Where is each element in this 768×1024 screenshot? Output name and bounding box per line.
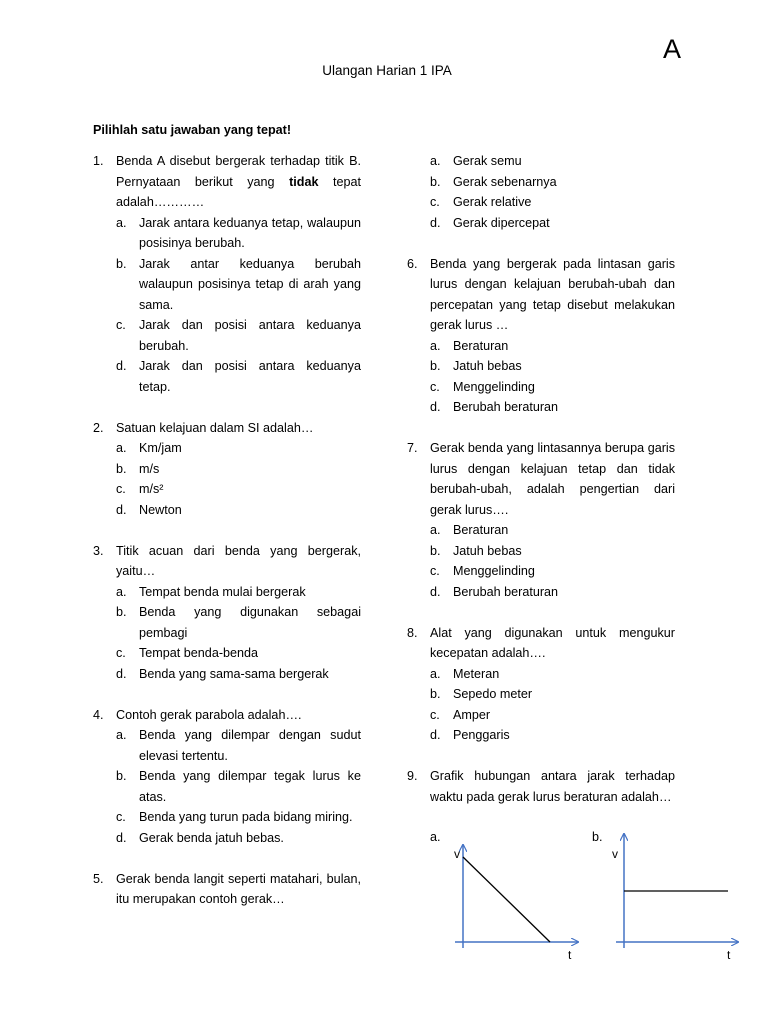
- option-a[interactable]: [93, 213, 361, 254]
- option-a[interactable]: [93, 438, 361, 459]
- option-letter: d.: [116, 830, 127, 845]
- option-letter: d.: [116, 502, 127, 517]
- question-text: Titik acuan dari benda yang bergerak, yaitu…: [116, 543, 361, 578]
- question-8: [407, 623, 675, 746]
- option-text: Gerak sebenarnya: [453, 174, 557, 189]
- option-text: Tempat benda-benda: [139, 646, 259, 660]
- option-text: Jarak antar keduanya berubah walaupun posisinya tetap di arah yang sama.: [139, 256, 361, 312]
- option-a[interactable]: [407, 520, 675, 541]
- option-c[interactable]: [407, 377, 675, 398]
- option-letter: a.: [116, 728, 127, 742]
- question-number: 4.: [93, 707, 104, 722]
- option-d[interactable]: [93, 828, 361, 849]
- question-4: [93, 705, 361, 849]
- option-a[interactable]: [407, 664, 675, 685]
- option-text: Meteran: [453, 666, 500, 681]
- graph-a-y-label: v: [454, 847, 460, 861]
- exam-variant-label: A: [663, 34, 682, 64]
- option-text: Beraturan: [453, 338, 509, 353]
- graph-b[interactable]: [612, 834, 738, 962]
- option-letter: a.: [116, 584, 127, 599]
- option-letter: b.: [430, 174, 441, 189]
- option-text: Benda yang dilempar dengan sudut elevasi tertentu.: [139, 728, 361, 763]
- option-c[interactable]: [407, 192, 675, 213]
- question-number: 1.: [93, 154, 104, 168]
- right-column: [407, 151, 675, 807]
- option-letter: c.: [116, 318, 126, 332]
- option-a[interactable]: [407, 336, 675, 357]
- page-title: Ulangan Harian 1 IPA: [322, 63, 452, 78]
- option-text: Km/jam: [139, 441, 182, 455]
- option-letter: a.: [116, 441, 127, 455]
- option-text: Gerak dipercepat: [453, 215, 550, 230]
- option-text: m/s: [139, 461, 160, 476]
- option-text: Tempat benda mulai bergerak: [139, 584, 306, 599]
- question-number: 8.: [407, 625, 418, 640]
- option-d[interactable]: [93, 500, 361, 521]
- question-5-options: [407, 151, 675, 233]
- option-text: Menggelinding: [453, 379, 535, 394]
- option-d[interactable]: [407, 213, 675, 234]
- option-text: Gerak benda jatuh bebas.: [139, 830, 284, 845]
- question-number: 2.: [93, 420, 104, 435]
- option-text: Beraturan: [453, 523, 509, 537]
- option-letter: d.: [430, 584, 441, 599]
- option-text: Berubah beraturan: [453, 584, 559, 599]
- option-c[interactable]: [93, 479, 361, 500]
- option-text: Jatuh bebas: [453, 543, 522, 558]
- option-letter: b.: [116, 769, 127, 783]
- option-letter: a.: [116, 215, 127, 230]
- graph-b-x-label: t: [727, 948, 731, 962]
- option-text: Jatuh bebas: [453, 359, 522, 373]
- option-letter: a.: [430, 666, 441, 681]
- question-text: Benda A disebut bergerak terhadap titik B. Pernyataan berikut yang tidak tepat adalah…………: [116, 154, 361, 209]
- question-3: [93, 541, 361, 685]
- option-d[interactable]: [93, 664, 361, 685]
- question-number: 6.: [407, 256, 418, 271]
- option-b[interactable]: [407, 541, 675, 562]
- option-text: Penggaris: [453, 728, 510, 742]
- question-number: 7.: [407, 441, 418, 455]
- option-letter: d.: [430, 728, 441, 742]
- option-text: Gerak relative: [453, 195, 532, 209]
- question-text: Benda yang bergerak pada lintasan garis lurus dengan kelajuan berubah-ubah dan percepatan yang tetap disebut melakukan gerak lurus …: [430, 256, 675, 332]
- question-9: [407, 766, 675, 807]
- question-7: [407, 438, 675, 602]
- option-letter: a.: [430, 154, 441, 168]
- option-letter: d.: [116, 359, 127, 373]
- graph-a-x-label: t: [568, 948, 572, 962]
- graph-a-plot-line: [463, 857, 550, 942]
- option-c[interactable]: [407, 561, 675, 582]
- option-a[interactable]: [407, 151, 675, 172]
- option-text: Jarak dan posisi antara keduanya berubah.: [139, 318, 361, 353]
- question-number: 9.: [407, 769, 418, 783]
- option-text: Jarak dan posisi antara keduanya tetap.: [139, 359, 361, 394]
- option-d[interactable]: [407, 582, 675, 603]
- emphasis-word: tidak: [289, 174, 319, 189]
- question-5: [93, 869, 361, 910]
- option-text: Benda yang dilempar tegak lurus ke atas.: [139, 769, 361, 804]
- option-b[interactable]: [93, 254, 361, 316]
- option-letter: b.: [430, 687, 441, 701]
- question-text: Satuan kelajuan dalam SI adalah…: [116, 420, 314, 435]
- option-c[interactable]: [93, 643, 361, 664]
- option-a[interactable]: [93, 582, 361, 603]
- question-1: [93, 151, 361, 397]
- graph-a[interactable]: [454, 845, 578, 962]
- option-text: Sepedo meter: [453, 687, 533, 701]
- option-c[interactable]: [407, 705, 675, 726]
- question-text: Gerak benda langit seperti matahari, bulan, itu merupakan contoh gerak…: [116, 871, 361, 906]
- option-text: Benda yang turun pada bidang miring.: [139, 810, 353, 824]
- option-b[interactable]: [93, 459, 361, 480]
- question-number: 3.: [93, 543, 104, 558]
- left-column: [93, 151, 361, 930]
- option-b[interactable]: [93, 602, 361, 643]
- graph-b-letter[interactable]: b.: [592, 830, 603, 844]
- option-letter: d.: [430, 400, 441, 414]
- question-2: [93, 418, 361, 521]
- option-letter: c.: [116, 646, 126, 660]
- option-text: Menggelinding: [453, 564, 535, 578]
- option-letter: b.: [430, 543, 441, 558]
- option-d[interactable]: [407, 397, 675, 418]
- option-letter: c.: [116, 810, 126, 824]
- option-text: Berubah beraturan: [453, 400, 559, 414]
- option-d[interactable]: [407, 725, 675, 746]
- question-text: Alat yang digunakan untuk mengukur kecepatan adalah….: [430, 625, 675, 660]
- option-b[interactable]: [407, 684, 675, 705]
- option-text: Jarak antara keduanya tetap, walaupun posisinya berubah.: [139, 215, 361, 250]
- question-number: 5.: [93, 871, 104, 886]
- option-letter: b.: [430, 359, 441, 373]
- option-text: Newton: [139, 502, 182, 517]
- option-text: Benda yang digunakan sebagai pembagi: [139, 605, 361, 640]
- option-letter: a.: [430, 523, 441, 537]
- option-letter: b.: [116, 461, 127, 476]
- option-b[interactable]: [407, 172, 675, 193]
- option-c[interactable]: [93, 807, 361, 828]
- instruction: Pilihlah satu jawaban yang tepat!: [93, 123, 292, 137]
- option-letter: b.: [116, 256, 127, 271]
- option-text: Amper: [453, 707, 491, 722]
- option-letter: b.: [116, 605, 127, 619]
- option-letter: d.: [430, 215, 441, 230]
- option-letter: c.: [430, 707, 440, 722]
- option-text: m/s²: [139, 482, 164, 496]
- option-c[interactable]: [93, 315, 361, 356]
- option-letter: a.: [430, 338, 441, 353]
- option-text: Benda yang sama-sama bergerak: [139, 666, 329, 681]
- option-letter: c.: [430, 379, 440, 394]
- option-d[interactable]: [93, 356, 361, 397]
- option-letter: c.: [430, 195, 440, 209]
- question-text: Gerak benda yang lintasannya berupa garis lurus dengan kelajuan tetap dan tidak berubah-ubah, adalah pengertian dari gerak lurus….: [430, 441, 675, 517]
- question-6: [407, 254, 675, 418]
- question-text: Contoh gerak parabola adalah….: [116, 707, 302, 722]
- option-text: Gerak semu: [453, 154, 522, 168]
- option-letter: c.: [430, 564, 440, 578]
- option-b[interactable]: [407, 356, 675, 377]
- graph-b-y-label: v: [612, 847, 618, 861]
- option-letter: c.: [116, 482, 126, 496]
- graph-a-letter[interactable]: a.: [430, 830, 441, 844]
- option-b[interactable]: [93, 766, 361, 807]
- question-text: Grafik hubungan antara jarak terhadap waktu pada gerak lurus beraturan adalah…: [430, 769, 675, 804]
- option-letter: d.: [116, 666, 127, 681]
- option-a[interactable]: [93, 725, 361, 766]
